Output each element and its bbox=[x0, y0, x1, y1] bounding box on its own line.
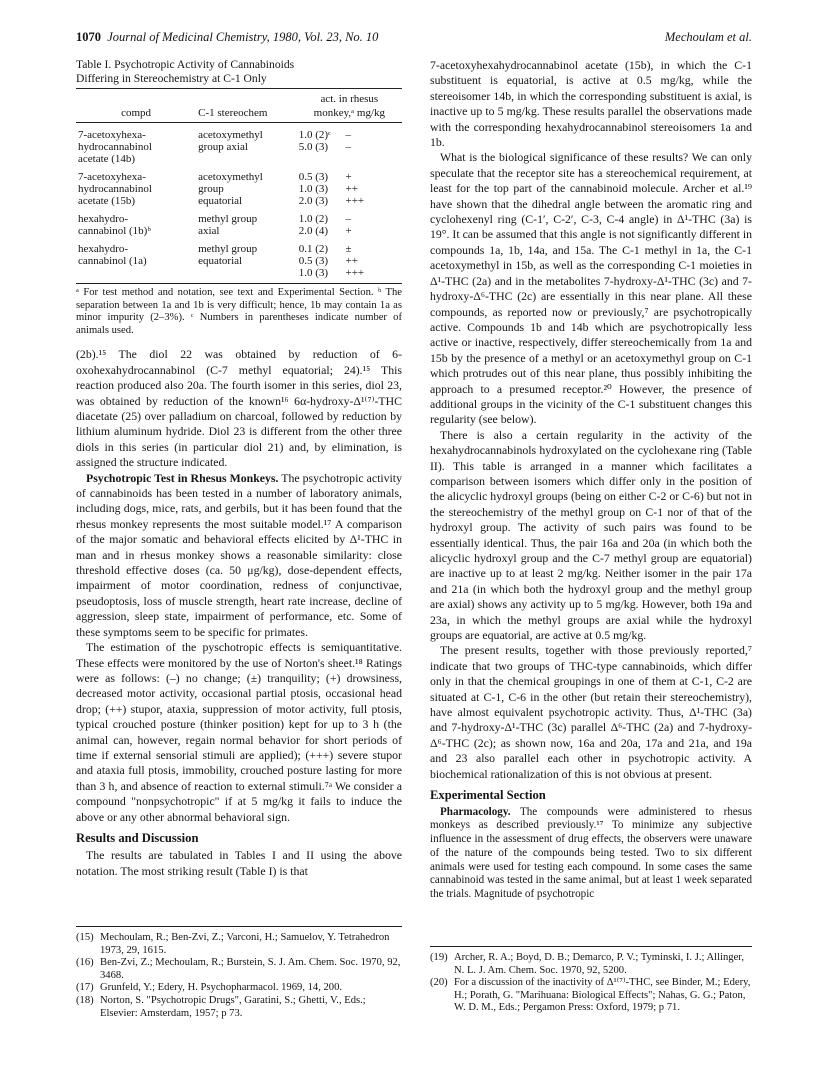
body-paragraph: The results are tabulated in Tables I and II using the above notation. The most striking result (Table I) is that bbox=[76, 848, 402, 878]
reference-number: (20) bbox=[430, 977, 448, 989]
header-compd: compd bbox=[76, 106, 196, 123]
reference-item bbox=[76, 957, 402, 982]
pharmacology-paragraph bbox=[430, 806, 752, 903]
reference-text: Archer, R. A.; Boyd, D. B.; Demarco, P. V.; Tyminski, I. J.; Allinger, N. L. J. Am. Chem. Soc. 1970, 92, 5200. bbox=[454, 952, 745, 976]
pharmacology-heading: Pharmacology. bbox=[440, 805, 511, 818]
cell-dose: 0.5 (3) 1.0 (3) 2.0 (3) bbox=[298, 171, 329, 207]
body-paragraph: 7-acetoxyhexahydrocannabinol acetate (15b), in which the C-1 substituent is equatorial, is active at 0.5 mg/kg, while the stereoisomer 14b, in which the corresponding substituent is axial, is inactive up to 5 mg/kg. These results parallel the observations made with the corresponding hexahydrocannabinol stereoisomers 1a and 1b. bbox=[430, 58, 752, 150]
reference-number: (16) bbox=[76, 957, 94, 969]
reference-number: (17) bbox=[76, 982, 94, 994]
cell-compd: hexahydro- cannabinol (1a) bbox=[76, 237, 196, 284]
cell-stereo: acetoxymethyl group equatorial bbox=[198, 171, 263, 207]
table-caption bbox=[76, 58, 402, 85]
cell-compd: hexahydro- cannabinol (1b)ᵇ bbox=[78, 213, 151, 237]
header-left bbox=[76, 30, 378, 45]
cell-dose: 1.0 (2)ᶜ 5.0 (3) bbox=[298, 129, 331, 153]
table-footnote: ᵃ For test method and notation, see text and Experimental Section. ᵇ The separation between 1a and 1b is very difficult; hence, 1b may contain 1a as minor impurity (2–3%). ᶜ Numbers in parentheses indicate number of animals used. bbox=[76, 287, 402, 336]
cell-dose: 1.0 (2) 2.0 (4) bbox=[298, 213, 329, 237]
body-paragraph: (2b).¹⁵ The diol 22 was obtained by reduction of 6-oxohexahydrocannabinol (C-7 methyl equatorial; 24).¹⁵ This reaction produced also 20a. The fourth isomer in this series, diol 23, was obtained by reduction of the known¹⁶ 6α-hydroxy-Δ¹⁽⁷⁾-THC diacetate (25) over palladium on charcoal, followed by reduction by lithium aluminum hydride. Diol 23 is different from the other three diols in this series (in particular diol 21) and, by elimination, is assigned the structure indicated. bbox=[76, 347, 402, 470]
page-number: 1070 bbox=[76, 30, 101, 44]
footnote-rule bbox=[76, 926, 402, 927]
body-paragraph: There is also a certain regularity in the activity of the hexahydrocannabinols hydroxylated on the cyclohexane ring (Table II). This table is arranged in a manner which facilitates a comparison between isomers which differ only in the position of the alicyclic hydroxyl groups (being on either C-2 or C-6) but not in the stereochemistry of the methyl group on C-1 nor of that of the hydroxyl group. The activity of such pairs was found to be essentially identical. Thus, the pair 16a and 20a (in which both the alicyclic hydroxyl group and the C-7 methyl group are equatorial) are inactive up to at least 2 mg/kg. Neither isomer in the pair 17a and 21a (in which both the hydroxyl group and the methyl group are axial) shows any activity up to 5 mg/kg. However, both 19a and 23a, in which the methyl groups are axial while the hydroxyl groups are equatorial, are active at 0.5 mg/kg. bbox=[430, 427, 752, 643]
reference-text: Ben-Zvi, Z.; Mechoulam, R.; Burstein, S. J. Am. Chem. Soc. 1970, 92, 3468. bbox=[100, 957, 401, 981]
section-heading: Experimental Section bbox=[430, 788, 546, 803]
cell-stereo: methyl group axial bbox=[198, 213, 258, 237]
cell-rating: ± ++ +++ bbox=[344, 237, 402, 284]
cell-rating: – + bbox=[345, 213, 352, 237]
section-heading: Results and Discussion bbox=[76, 830, 199, 845]
activity-table bbox=[76, 88, 402, 284]
reference-item bbox=[76, 982, 402, 995]
reference-text: Norton, S. "Psychotropic Drugs", Garatini, S.; Ghetti, V., Eds.; Elsevier: Amsterdam, 1957; p 73. bbox=[100, 994, 366, 1019]
reference-text: Mechoulam, R.; Ben-Zvi, Z.; Varconi, H.; Samuelov, Y. Tetrahedron 1973, 29, 1615. bbox=[100, 932, 390, 956]
table-row bbox=[76, 207, 402, 237]
body-paragraph: What is the biological significance of these results? We can only speculate that the receptor site has a stereochemical requirement, at least for the top part of the cannabinoid molecule. Archer et al.¹⁹ have shown that the dihedral angle between the aromatic ring and cyclohexenyl ring (C-1′, C-2′, C-3, C-4 angle) in Δ¹-THC (3a) is 19°. It can be assumed that this angle is not significantly different in compounds 1a, 1b, 14a, and 15a. The C-1 methyl in 1a, the C-1 acetoxymethyl in 15b, as well as the corresponding C-1 moieties in Δ¹-THC (2a) and in the metabolites 7-hydroxy-Δ¹-THC (3c) and 7-hydroxy-Δ⁶-THC (2c) are essentially in this near plane. All these compounds, as reported now or previously,⁷ are psychotropically active. Compounds 1b and 14b which are psychotropically less active or inactive, respectively, differ stereochemically from 1a and 15b by the presence of a methyl or an acetoxymethyl group on C-1 which protrudes out of this near plane, thus possibly inhibiting the approach to a presumed receptor.²⁰ However, the presence of additional groups in the vicinity of the C-1 substituent changes this regularity (see below). bbox=[430, 150, 752, 427]
footnote-rule bbox=[430, 946, 752, 947]
pharmacology-text: The compounds were administered to rhesus monkeys as described previously.¹⁷ To minimize any subjective influence in the assessment of drug effects, the observers were unaware of the nature of the compounds being tested. Two to six different animals were used for testing each compound. In some cases the same cannabinoid was tested in the same animal, but at least 1 week separated the trials. Magnitude of psychotropic bbox=[430, 805, 752, 901]
right-column bbox=[430, 58, 752, 902]
table-caption-line-1: Table I. Psychotropic Activity of Cannabinoids bbox=[76, 58, 295, 71]
reference-number: (15) bbox=[76, 932, 94, 943]
header-authors: Mechoulam et al. bbox=[664, 30, 752, 44]
table-caption-line-2: Differing in Stereochemistry at C-1 Only bbox=[76, 71, 267, 85]
table-row bbox=[76, 123, 402, 166]
cell-stereo: acetoxymethyl group axial bbox=[198, 129, 263, 153]
reference-number: (18) bbox=[76, 994, 94, 1006]
experimental-block bbox=[430, 806, 752, 903]
reference-item bbox=[76, 932, 402, 957]
cell-compd: 7-acetoxyhexa- hydrocannabinol acetate (14b) bbox=[78, 129, 152, 165]
header-act-line2: monkey,ᵃ mg/kg bbox=[297, 106, 402, 123]
table-row bbox=[76, 237, 402, 284]
rhesus-text: The psychotropic activity of cannabinoids has been tested in a number of laboratory animals, including dogs, mice, rats, and gerbils, but it has been found that the rhesus monkey represents the most suitable model.¹⁷ A comparison of the major somatic and behavioral effects elicited by Δ¹-THC in man and in rhesus monkey shows a reasonable similarity: close threshold effective doses (ca. 50 μg/kg), dose-dependent effects, impairment of motor coordination, redness of conjunctivae, pseudoptosis, loss of muscle strength, heart rate increase, decline of aggression, sleep state, impairment of performance, etc. Some of these symptoms seem to be specific for primates. bbox=[76, 470, 402, 639]
reference-text: Grunfeld, Y.; Edery, H. Psychopharmacol. 1969, 14, 200. bbox=[100, 982, 343, 994]
table-row bbox=[76, 165, 402, 207]
cell-stereo: methyl group equatorial bbox=[196, 237, 297, 284]
journal-citation: Journal of Medicinal Chemistry, 1980, Vol. 23, No. 10 bbox=[107, 30, 379, 44]
reference-number: (19) bbox=[430, 952, 448, 963]
reference-item bbox=[430, 977, 752, 1015]
body-paragraph: The present results, together with those previously reported,⁷ indicate that two groups of THC-type cannabinoids, which differ only in that the chemical groupings in one of them at C-1, C-2 are situated at C-1, C-6 in the other (but retain their stereochemistry), have almost equivalent psychotropic activity. Thus, Δ¹-THC (3a) and 7-hydroxy-Δ¹-THC (3c) parallel Δ⁶-THC (2a) and 7-hydroxy-Δ⁶-THC (2c); as shown now, 16a and 20a, 17a and 21a, and 19a and 23 also parallel each other in psychotropic activity. A biochemical rationalization of this is not obvious at present. bbox=[430, 643, 752, 781]
references-right bbox=[430, 946, 752, 1015]
reference-item bbox=[76, 995, 402, 1020]
cell-rating: + ++ +++ bbox=[345, 171, 365, 207]
reference-text: For a discussion of the inactivity of Δ¹⁽⁷⁾-THC, see Binder, M.; Edery, H.; Porath, G. "Marihuana: Biological Effects"; Nahas, G. G.; Paton, W. D. M., Eds.; Pergamon Press: Oxford, 1979; p 71. bbox=[454, 977, 751, 1014]
rhesus-heading: Psychotropic Test in Rhesus Monkeys. bbox=[86, 470, 279, 485]
cell-compd: 7-acetoxyhexa- hydrocannabinol acetate (15b) bbox=[78, 171, 152, 207]
header-stereo: C-1 stereochem bbox=[196, 106, 297, 123]
cell-rating: – – bbox=[345, 129, 352, 153]
body-paragraph: The estimation of the pyschotropic effects is semiquantitative. These effects were monitored by the use of Norton's sheet.¹⁸ Ratings were as follows: (–) no change; (±) tranquility; (+) drowsiness, decreased motor activity, occasional partial ptosis, occasional head drop; (++) stupor, ataxia, suppression of motor activity, full ptosis, typical crouched posture (thinker position) kept for up to 3 h (the animal can, however, regain normal behavior for short periods of time if external sensorial stimuli are applied); (+++) severe stupor and ataxia full ptosis, immobility, crouched posture lasting for more than 3 h, and absence of reaction to external stimuli.⁷ᵃ We consider a compound "nonpsychotropic" if at 5 mg/kg it fails to induce the above or any other abnormal behavioral sign. bbox=[76, 640, 402, 824]
reference-item bbox=[430, 952, 752, 977]
references-left bbox=[76, 926, 402, 1020]
left-column bbox=[76, 58, 402, 879]
cell-dose: 0.1 (2) 0.5 (3) 1.0 (3) bbox=[297, 237, 344, 284]
rhesus-paragraph bbox=[76, 471, 402, 640]
header-act-line1: act. in rhesus bbox=[297, 89, 402, 107]
